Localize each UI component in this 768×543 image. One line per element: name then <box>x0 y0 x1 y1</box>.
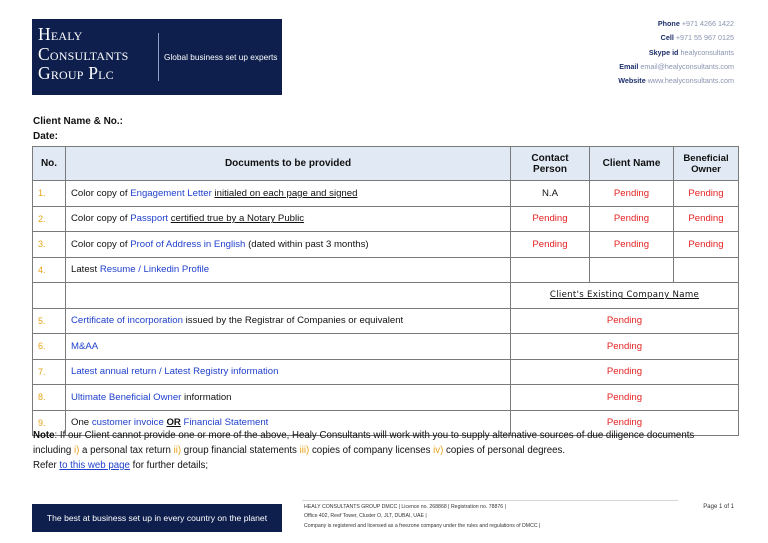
document-description <box>66 334 511 360</box>
contact-phone: Phone +971 4266 1422 <box>657 19 734 28</box>
document-description: Latest Resume / Linkedin Profile <box>66 257 511 283</box>
date-label: Date: <box>33 131 59 142</box>
company-subheader-row <box>33 283 739 309</box>
contact-person-status <box>511 257 590 283</box>
web-page-link[interactable]: to this web page <box>59 460 130 471</box>
client-name-label: Client Name & No.: <box>33 116 124 127</box>
logo-wordmark <box>32 19 158 95</box>
col-header-no: No. <box>33 147 66 181</box>
document-link[interactable]: Latest annual return / Latest Registry information <box>71 366 279 378</box>
row-number: 7. <box>33 359 66 385</box>
company-status: Pending <box>511 410 739 436</box>
document-link[interactable]: M&AA <box>71 340 99 352</box>
client-name-status: Pending <box>590 181 674 207</box>
company-status: Pending <box>511 334 739 360</box>
note-line-3: Refer to this web page for further details; <box>33 460 209 471</box>
company-logo <box>32 19 282 95</box>
beneficial-owner-status: Pending <box>674 206 739 232</box>
table-header-row <box>33 147 739 181</box>
company-status: Pending <box>511 359 739 385</box>
table-row <box>33 385 739 411</box>
footer-line-3: Company is registered and licensed as a freezone company under the rules and regulations of DMCC | <box>304 522 541 529</box>
document-requirement: initialed on each page and signed <box>214 187 358 199</box>
logo-tagline: Global business set up experts <box>164 52 278 62</box>
footer-divider <box>302 500 678 501</box>
company-status: Pending <box>511 308 739 334</box>
table-row <box>33 181 739 207</box>
contact-person-status: Pending <box>511 232 590 258</box>
document-description: Color copy of Engagement Letter initialed on each page and signed <box>66 181 511 207</box>
logo-line-3: Group Plc <box>38 63 114 83</box>
document-description: Ultimate Beneficial Owner information <box>66 385 511 411</box>
documents-table <box>32 146 739 436</box>
footer-banner: The best at business set up in every country on the planet <box>32 504 282 532</box>
contact-person-status: N.A <box>511 181 590 207</box>
col-header-beneficial-owner: Beneficial Owner <box>674 147 739 181</box>
page-number: Page 1 of 1 <box>703 504 734 510</box>
beneficial-owner-status: Pending <box>674 181 739 207</box>
table-row <box>33 308 739 334</box>
col-header-client-name: Client Name <box>590 147 674 181</box>
contact-cell: Cell +971 55 967 0125 <box>660 33 734 43</box>
document-link[interactable]: Resume / Linkedin Profile <box>99 264 210 276</box>
client-name-status: Pending <box>590 206 674 232</box>
logo-line-1: Healy <box>38 24 83 44</box>
table-row <box>33 257 739 283</box>
document-description: One customer invoice OR Financial Statement <box>66 410 511 436</box>
document-link[interactable]: Passport <box>130 213 169 225</box>
document-link[interactable]: Ultimate Beneficial Owner <box>71 391 182 403</box>
row-number: 8. <box>33 385 66 411</box>
row-number: 5. <box>33 308 66 334</box>
company-status: Pending <box>511 385 739 411</box>
existing-company-name-header: Client's Existing Company Name <box>511 283 739 309</box>
table-row <box>33 206 739 232</box>
document-link-secondary[interactable]: Financial Statement <box>183 417 269 429</box>
table-row <box>33 359 739 385</box>
beneficial-owner-status <box>674 257 739 283</box>
document-description: Color copy of Proof of Address in English (dated within past 3 months) <box>66 232 511 258</box>
contact-skype: Skype id healyconsultants <box>648 47 734 57</box>
client-name-status: Pending <box>590 232 674 258</box>
document-description <box>66 359 511 385</box>
footer-line-1: HEALY CONSULTANTS GROUP DMCC | Licence no. 268868 | Registration no. 78876 | <box>304 504 506 510</box>
row-number: 4. <box>33 257 66 283</box>
document-link[interactable]: Certificate of incorporation <box>71 315 183 327</box>
note-line-1: Note: If our Client cannot provide one or more of the above, Healy Consultants will work with you to supply alternative sources of due diligence documents <box>33 430 695 441</box>
client-name-status <box>590 257 674 283</box>
footer-company-info <box>304 503 540 531</box>
row-number: 3. <box>33 232 66 258</box>
table-row <box>33 334 739 360</box>
document-description: Color copy of Passport certified true by a Notary Public <box>66 206 511 232</box>
document-link[interactable]: Proof of Address in English <box>130 238 246 250</box>
document-link[interactable]: Engagement Letter <box>130 187 212 199</box>
table-row <box>33 232 739 258</box>
document-requirement: certified true by a Notary Public <box>170 213 305 225</box>
footer-line-2: Office 402, Reef Tower, Cluster O, JLT, DUBAI, UAE | <box>304 513 427 520</box>
contact-person-status: Pending <box>511 206 590 232</box>
row-number: 2. <box>33 206 66 232</box>
or-label: OR <box>166 417 181 429</box>
contact-email: Email email@healyconsultants.com <box>619 61 734 71</box>
row-number: 9. <box>33 410 66 436</box>
note-paragraph <box>33 428 743 473</box>
document-link[interactable]: customer invoice <box>91 417 164 429</box>
document-description: Certificate of incorporation issued by the Registrar of Companies or equivalent <box>66 308 511 334</box>
row-number: 6. <box>33 334 66 360</box>
logo-line-2: Consultants <box>38 43 129 64</box>
note-line-2: including i) a personal tax return ii) group financial statements iii) copies of company licenses iv) copies of personal degrees. <box>33 445 566 456</box>
contact-details <box>618 17 734 88</box>
col-header-contact-person: Contact Person <box>511 147 590 181</box>
row-number: 1. <box>33 181 66 207</box>
beneficial-owner-status: Pending <box>674 232 739 258</box>
col-header-documents: Documents to be provided <box>66 147 511 181</box>
contact-website: Website www.healyconsultants.com <box>618 76 734 86</box>
